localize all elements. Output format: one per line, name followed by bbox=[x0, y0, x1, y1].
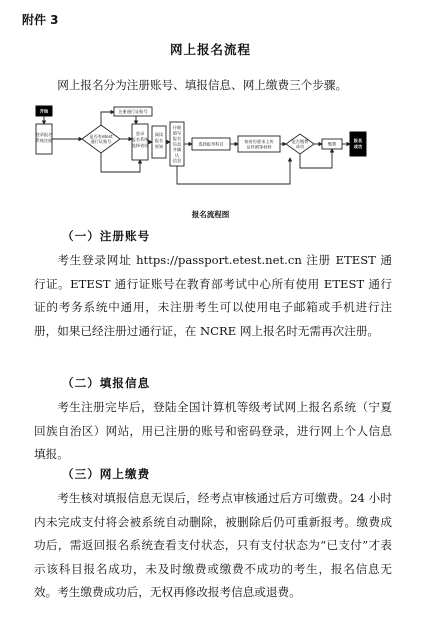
flow-select-subject-label: 选择报考科目 bbox=[198, 141, 224, 147]
flowchart-caption: 报名流程图 bbox=[191, 210, 230, 219]
annex-label: 附件 3 bbox=[22, 13, 59, 27]
flow-choose-label-3: 选择省份 bbox=[131, 143, 149, 148]
flow-choose-label-1: 登录 bbox=[135, 131, 145, 136]
intro-paragraph: 网上报名分为注册账号、填报信息、网上缴费三个步骤。 bbox=[57, 78, 348, 92]
section-2-heading: （二）填报信息 bbox=[62, 376, 151, 390]
flow-fill-label-4: 信息 bbox=[172, 141, 182, 147]
flow-decision-etest-label-1: 是否有etest bbox=[89, 134, 113, 139]
flow-login-label-2: 系统注册 bbox=[35, 138, 53, 143]
section-3-heading: （三）网上缴费 bbox=[62, 467, 151, 481]
flow-fill-label-5: 并确 bbox=[172, 147, 182, 152]
flowchart bbox=[30, 102, 380, 202]
section-2-body: 考生注册完毕后，登陆全国计算机等级考试网上报名系统（宁夏回族自治区）网站，用已注册的账号和密码登录，进行网上个人信息填报。 bbox=[34, 400, 392, 461]
section-3-body: 考生核对填报信息无误后，经考点审核通过后方可缴费。24 小时内未完成支付将会被系统自动删除，被删除后仍可重新报考。缴费成功后，需返回报名系统查看支付状态，只有支付状态为“已支付”才表示该科目报名成功，未及时缴费或缴费不成功的考生，报名信息无效。考生缴费成功后，无权再修改报考信息或退费。 bbox=[34, 491, 392, 599]
flow-fill-label-6: 认 bbox=[174, 152, 180, 158]
section-1-heading: （一）注册账号 bbox=[62, 229, 151, 243]
flow-read-label-1: 阅读 bbox=[154, 132, 164, 137]
flow-fill-label-7: 信息 bbox=[172, 158, 182, 163]
flow-fill-label-1: 仔细 bbox=[172, 125, 182, 130]
flow-fill-label-2: 填写 bbox=[172, 130, 182, 136]
flow-pay-label: 缴费 bbox=[327, 141, 337, 147]
flow-fill-label-3: 报名 bbox=[172, 136, 182, 141]
flow-decision-paid-label-1: 是否缴费 bbox=[291, 139, 309, 144]
flow-decision-etest-label-2: 通行证账号 bbox=[90, 139, 112, 144]
flow-read-label-3: 须知 bbox=[154, 144, 164, 149]
section-1-body: 考生登录网址 https://passport.etest.net.cn 注册 ETEST 通行证。ETEST 通行证账号在教育部考试中心所有使用 ETEST 通行证的考务系统中通用，未注册考生可以使用电子邮箱或手机进行注册，如果已经注册过通行证，在 NCRE 网上报名时无需再次注册。 bbox=[34, 253, 392, 338]
flow-choose-node bbox=[132, 124, 148, 160]
flow-read-label-2: 报名 bbox=[154, 138, 164, 143]
flow-end-label-1: 报名 bbox=[353, 138, 363, 143]
flow-choose-label-2: 报名系统 bbox=[131, 137, 149, 142]
flow-upload-label-2: 证件照等材料 bbox=[246, 144, 272, 150]
flow-start-label: 开始 bbox=[39, 108, 49, 114]
flow-register-label: 注册通行证账号 bbox=[118, 109, 148, 114]
flow-upload-label-1: 按省份要求上传 bbox=[244, 139, 274, 144]
flow-end-label-2: 成功 bbox=[353, 144, 363, 149]
page-title: 网上报名流程 bbox=[169, 42, 251, 57]
flow-login-label-1: 登录报名 bbox=[35, 132, 53, 137]
flow-decision-paid-label-2: 成功 bbox=[295, 144, 305, 149]
